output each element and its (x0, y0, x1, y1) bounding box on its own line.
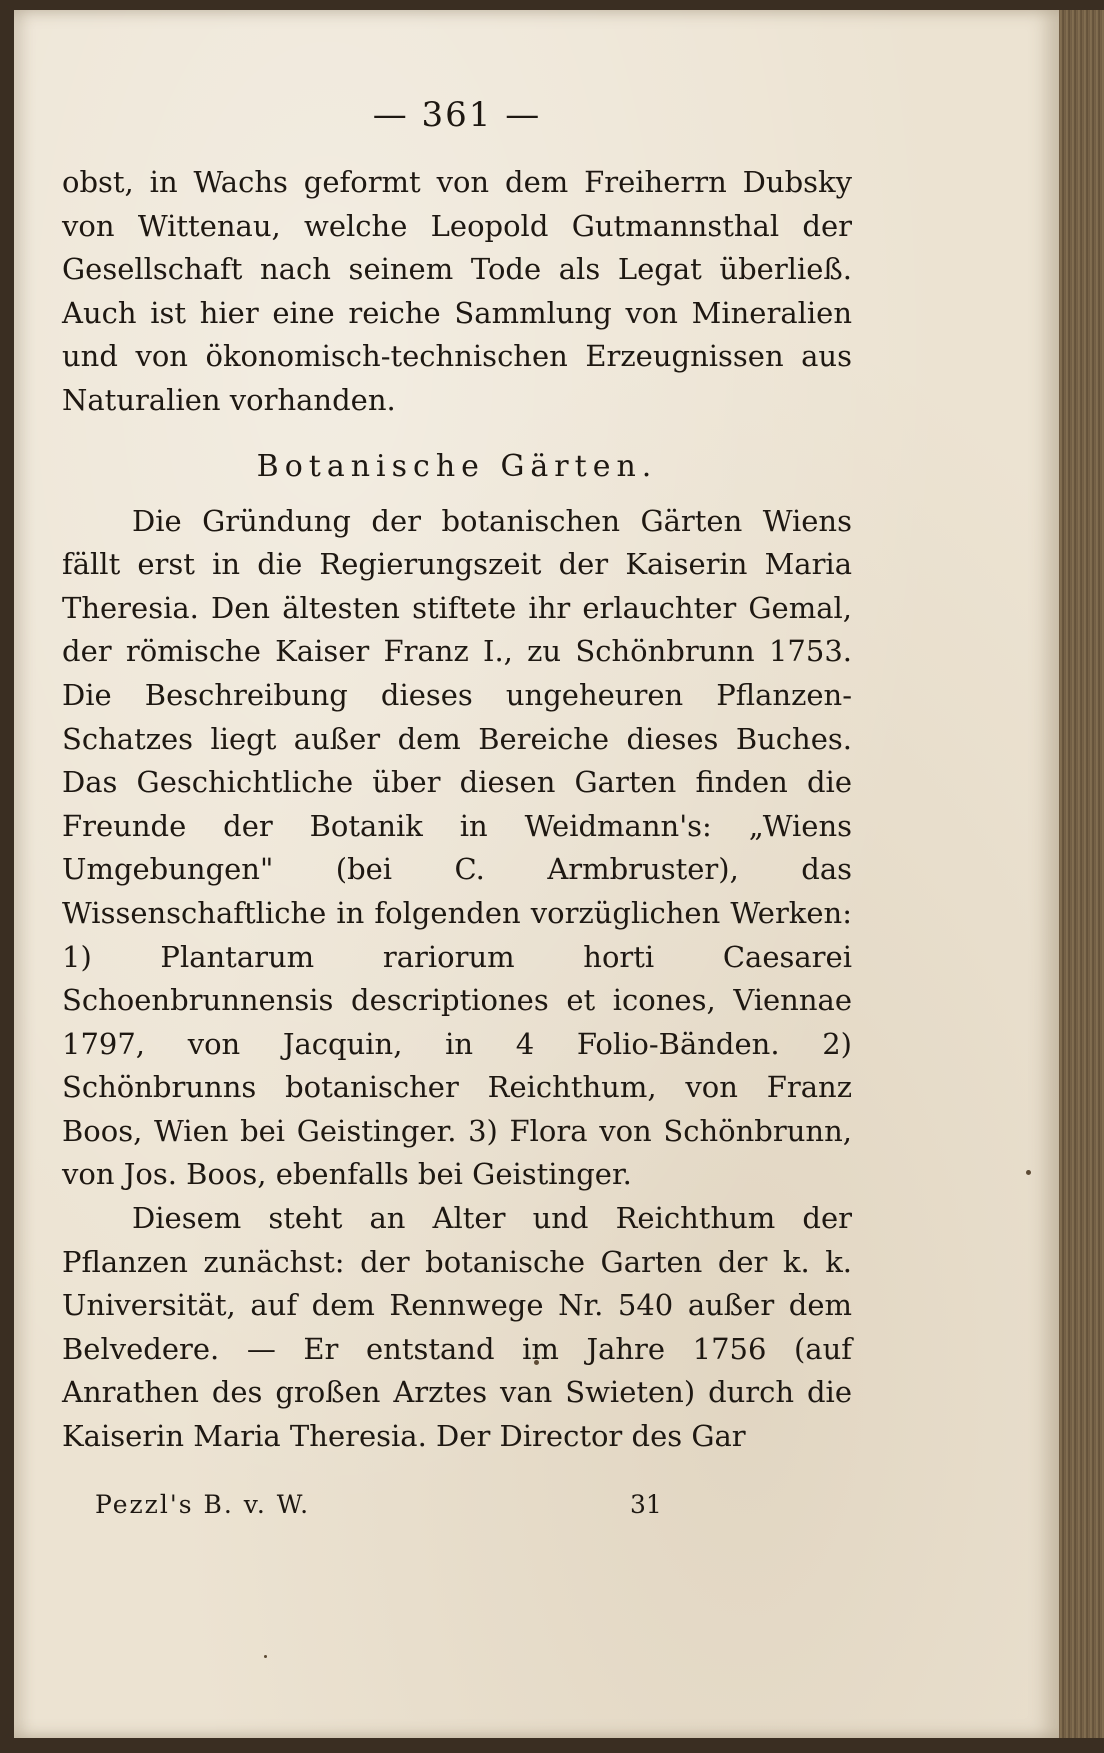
paragraph: obst, in Wachs geformt von dem Freiherrn Dubsky von Wittenau, welche Leopold Gutmannsthal der Gesellschaft nach seinem Tode als Legat überließ. Auch ist hier eine reiche Sammlung von Mineralien und von ökonomisch-technischen Erzeugnissen aus Naturalien vorhanden. (62, 165, 852, 417)
paragraph: Diesem steht an Alter und Reichthum der Pflanzen zunächst: der botanische Garten der k. k. Universität, auf dem Rennwege Nr. 540 außer dem Belvedere. — Er entstand im Jahre 1756 (auf Anrathen des großen Arztes van Swieten) durch die Kaiserin Maria Theresia. Der Director des Gar (62, 1201, 852, 1454)
page-number: — 361 — (372, 95, 542, 135)
paper-speck (1026, 1170, 1031, 1175)
page-text (62, 95, 852, 1459)
paper-speck (264, 1655, 267, 1658)
section-heading: Botanische Gärten. (256, 448, 658, 484)
page-edge (1059, 10, 1104, 1738)
gathering-number: 31 (630, 1490, 662, 1519)
paragraph: Die Gründung der botanischen Gärten Wiens fällt erst in die Regierungszeit der Kaiserin Maria Theresia. Den ältesten stiftete ihr erlauchter Gemal, der römische Kaiser Franz I., zu Schönbrunn 1753. Die Beschreibung dieses ungeheuren Pflanzen-Schatzes liegt außer dem Bereiche dieses Buches. Das Geschichtliche über diesen Garten finden die Freunde der Botanik in Weidmann's: „Wiens Umgebungen" (bei C. Armbruster), das Wissenschaftliche in folgenden vorzüglichen Werken: 1) Plantarum rariorum horti Caesarei Schoenbrunnensis descriptiones et icones, Viennae 1797, von Jacquin, in 4 Folio-Bänden. 2) Schönbrunns botanischer Reichthum, von Franz Boos, Wien bei Geistinger. 3) Flora von Schönbrunn, von Jos. Boos, ebenfalls bei Geistinger. (62, 503, 852, 1192)
signature-mark: Pezzl's B. v. W. (95, 1490, 311, 1519)
